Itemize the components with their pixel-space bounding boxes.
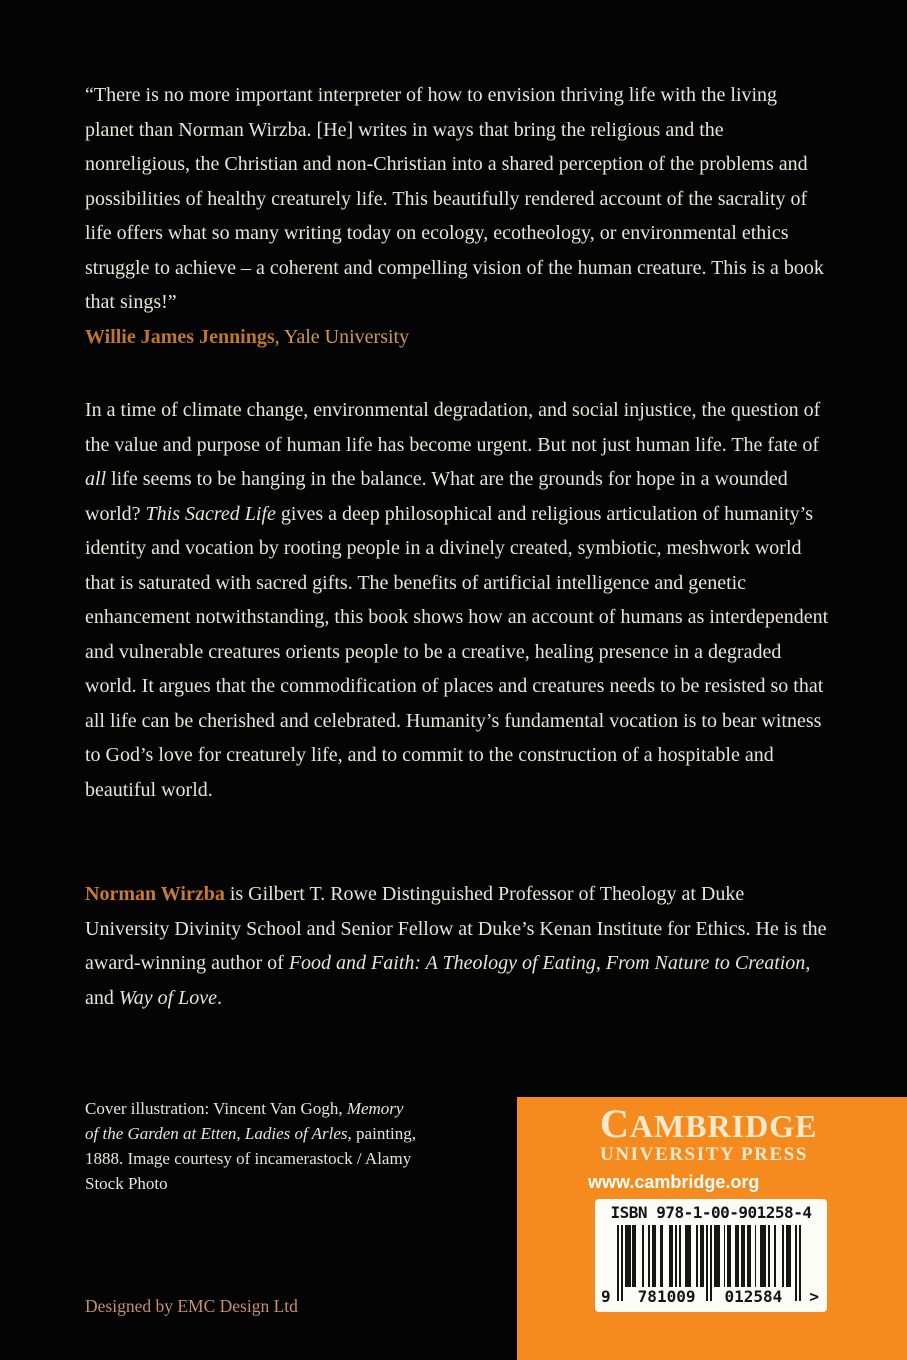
- endorsement-quote: [85, 78, 830, 354]
- barcode-digits-group1: 781009: [637, 1287, 696, 1306]
- publisher-website: www.cambridge.org: [588, 1172, 760, 1192]
- designed-by-credit: Designed by EMC Design Ltd: [85, 1296, 298, 1316]
- isbn-label: ISBN 978-1-00-901258-4: [610, 1203, 812, 1222]
- cover-illustration-credit: Cover illustration: Vincent Van Gogh, Memory of the Garden at Etten, Ladies of Arles, painting, 1888. Image courtesy of incamerastock / Alamy Stock Photo: [85, 1099, 417, 1193]
- quote-attribution: [85, 320, 830, 355]
- author-bio: Norman Wirzba is Gilbert T. Rowe Distinguished Professor of Theology at Duke University Divinity School and Senior Fellow at Duke’s Kenan Institute for Ethics. He is the award-winning author of Food and Faith: A Theology of Eating, From Nature to Creation, and Way of Love.: [85, 883, 827, 1009]
- isbn-box: [595, 1199, 827, 1312]
- publisher-panel: [517, 1097, 907, 1360]
- book-description: In a time of climate change, environmental degradation, and social injustice, the question of the value and purpose of human life has become urgent. But not just human life. The fate of all life seems to be hanging in the balance. What are the grounds for hope in a wounded world? This Sacred Life gives a deep philosophical and religious articulation of humanity’s identity and vocation by rooting people in a divinely created, symbiotic, meshwork world that is saturated with sacred gifts. The benefits of artificial intelligence and genetic enhancement notwithstanding, this book shows how an account of humans as interdependent and vulnerable creatures orients people to be a creative, healing presence in a degraded world. It argues that the commodification of places and creatures needs to be resisted so that all life can be cherished and celebrated. Humanity’s fundamental vocation is to bear witness to God’s love for creaturely life, and to commit to the construction of a hospitable and beautiful world.: [85, 399, 829, 801]
- endorsement-quote-text: “There is no more important interpreter of how to envision thriving life with the living planet than Norman Wirzba. [He] writes in ways that bring the religious and the nonreligious, the Christian and non-Christian into a shared perception of the problems and possibilities of healthy creaturely life. This beautifully rendered account of the sacrality of life offers what so many writing today on ecology, ecotheology, or environmental ethics struggle to achieve – a coherent and compelling vision of the human creature. This is a book that sings!”: [85, 84, 824, 313]
- cambridge-wordmark: CAMBRIDGE: [600, 1101, 818, 1146]
- barcode-digits-group2: 012584: [724, 1287, 783, 1306]
- barcode-arrow: >: [809, 1287, 819, 1306]
- university-press-wordmark: UNIVERSITY PRESS: [600, 1144, 809, 1165]
- barcode: [599, 1225, 819, 1307]
- attribution-name: Willie James Jennings: [85, 325, 275, 348]
- barcode-digit-9: 9: [601, 1287, 611, 1306]
- publisher-logo: [588, 1101, 818, 1193]
- barcode-digits: [601, 1287, 819, 1307]
- attribution-affiliation: , Yale University: [274, 325, 410, 348]
